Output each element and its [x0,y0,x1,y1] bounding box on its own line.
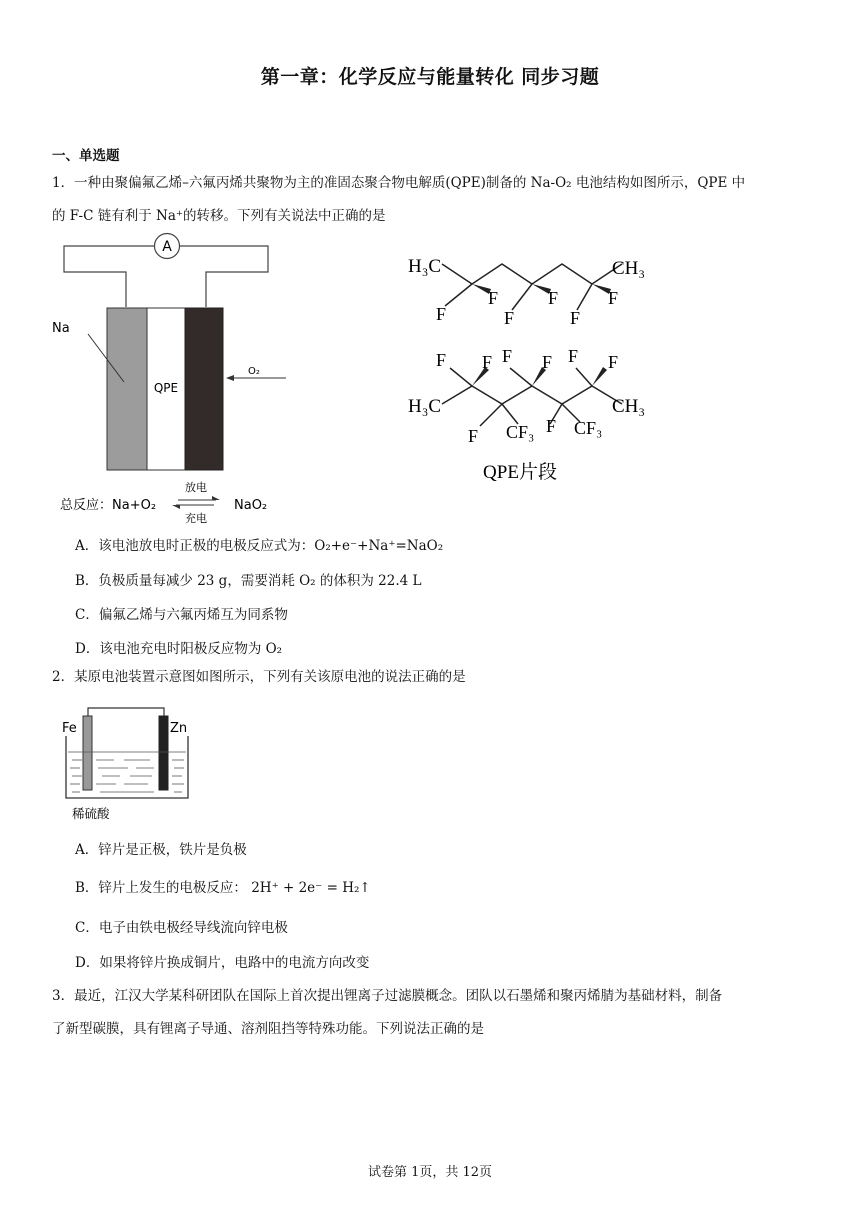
svg-text:F: F [548,288,559,308]
svg-text:F: F [542,352,553,372]
question-2-line-1: 2．某原电池装置示意图如图所示，下列有关该原电池的说法正确的是 [52,669,466,685]
zn-electrode [159,716,168,790]
q1-option-c: C．偏氟乙烯与六氟丙烯互为同系物 [75,607,288,623]
product-label: NaO₂ [234,498,268,513]
svg-text:F: F [488,288,499,308]
na-electrode [107,308,147,470]
q1-option-d: D．该电池充电时阳极反应物为 O₂ [75,641,283,657]
cf3-label-1: CF₃ [506,422,535,442]
question-1-line-1: 1．一种由聚偏氟乙烯–六氟丙烯共聚物为主的准固态聚合物电解质(QPE)制备的 Na-O₂ 电池结构如图所示，QPE 中 [52,175,746,191]
svg-text:F: F [502,346,513,366]
q2-option-c: C．电子由铁电极经导线流向锌电极 [75,920,288,936]
ch3-label-bottom: CH₃ [612,396,646,417]
question-1-line-2: 的 F-C 链有利于 Na⁺的转移。下列有关说法中正确的是 [52,208,386,224]
o2-label: O₂ [248,366,260,377]
acid-label: 稀硫酸 [72,806,110,821]
question-3-line-1: 3．最近，江汉大学某科研团队在国际上首次提出锂离子过滤膜概念。团队以石墨烯和聚丙烯腈为基础材料，制备 [52,988,723,1004]
qpe-segment-caption: QPE片段 [483,462,557,483]
h3c-label-top: H₃C [408,256,442,277]
ch3-label-top: CH₃ [612,258,646,279]
question-3-line-2: 了新型碳膜，具有锂离子导通、溶剂阻挡等特殊功能。下列说法正确的是 [52,1021,484,1037]
total-reaction: 总反应：Na+O₂ [60,498,157,513]
svg-text:F: F [436,304,447,324]
na-o2-battery-figure [50,232,300,528]
ammeter-icon [155,234,180,259]
svg-text:F: F [608,288,619,308]
charge-label: 充电 [185,512,207,525]
cf3-label-2: CF₃ [574,418,603,438]
page-title: 第一章：化学反应与能量转化 同步习题 [260,66,600,88]
q2-option-d: D．如果将锌片换成铜片，电路中的电流方向改变 [75,955,370,971]
discharge-label: 放电 [185,481,207,494]
ammeter-label: A [162,239,172,255]
qpe-label: QPE [153,381,179,395]
page-footer: 试卷第 1页，共 12页 [367,1165,493,1180]
svg-text:F: F [468,426,479,446]
q1-option-b: B．负极质量每减少 23 g，需要消耗 O₂ 的体积为 22.4 L [75,573,422,589]
q1-option-a: A．该电池放电时正极的电极反应式为：O₂+e⁻+Na⁺=NaO₂ [75,538,444,554]
section-heading: 一、单选题 [52,148,120,164]
fe-label: Fe [62,721,77,736]
svg-text:F: F [504,308,515,328]
na-label: Na [52,321,70,336]
svg-text:F: F [568,346,579,366]
fe-electrode [83,716,92,790]
o2-electrode [185,308,223,470]
svg-text:F: F [436,350,447,370]
svg-text:F: F [546,416,557,436]
h3c-label-bottom: H₃C [408,396,442,417]
svg-text:F: F [608,352,619,372]
qpe-structure-figure [400,246,670,491]
svg-text:F: F [570,308,581,328]
q2-option-a: A．锌片是正极，铁片是负极 [75,842,247,858]
svg-text:F: F [482,352,493,372]
galvanic-cell-figure [58,702,198,824]
zn-label: Zn [170,721,188,736]
q2-option-b: B．锌片上发生的电极反应： 2H⁺ + 2e⁻ = H₂↑ [75,880,371,896]
